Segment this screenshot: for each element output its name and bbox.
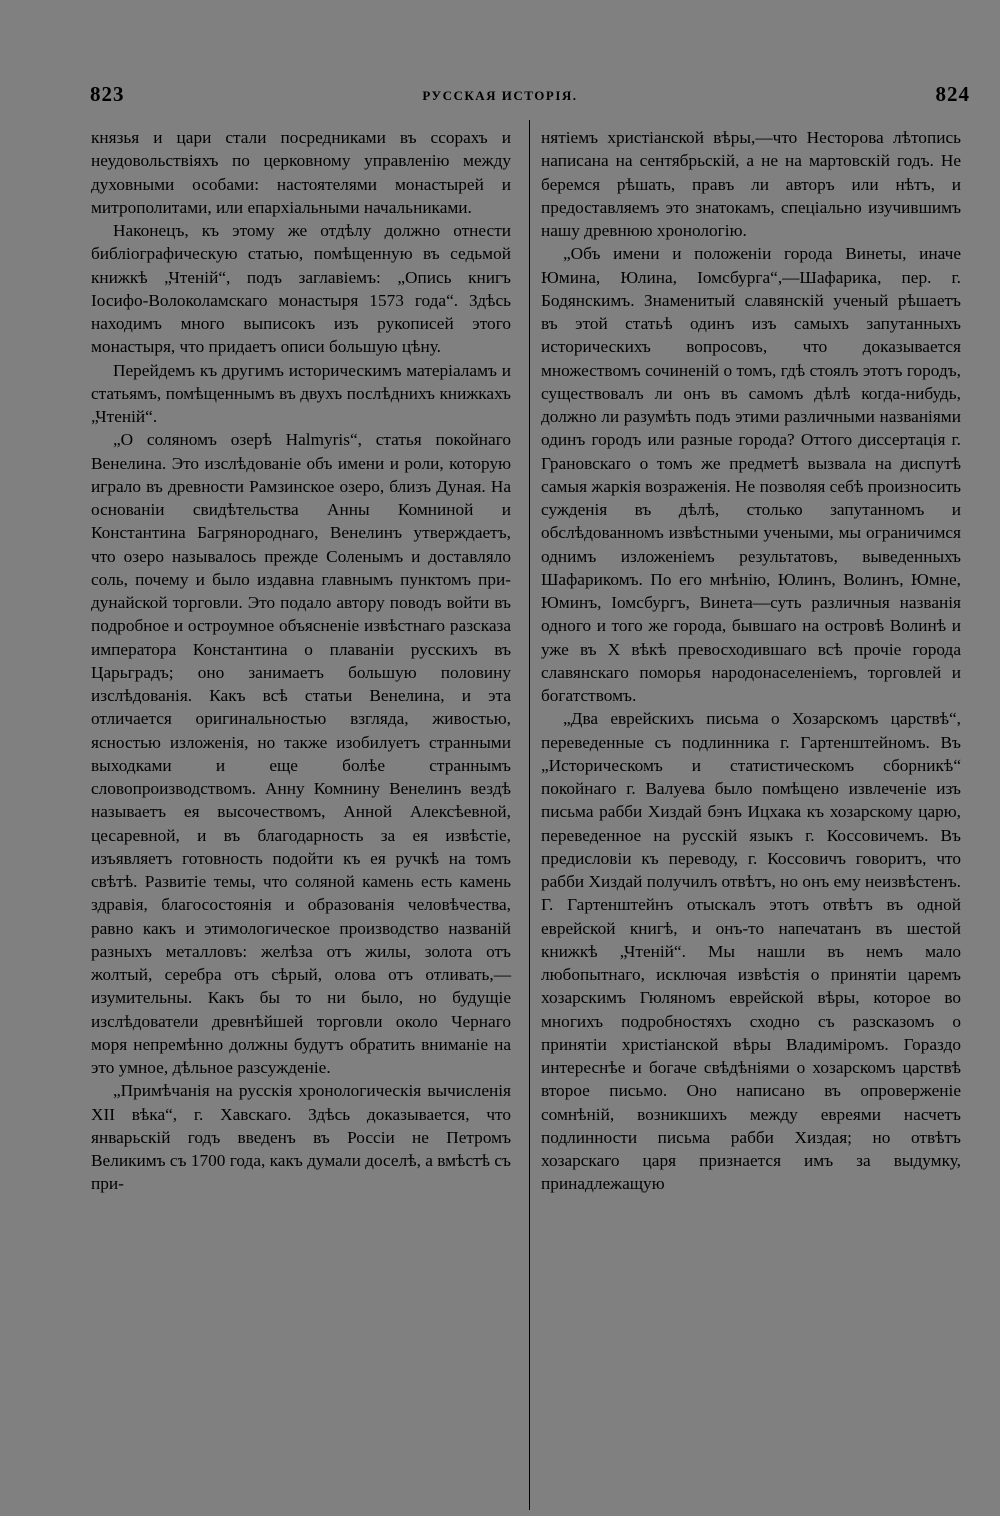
right-column: [541, 126, 961, 1196]
page-number-right: 824: [935, 82, 970, 106]
paragraph: князья и цари стали посредниками въ ссорахъ и неудовольствіяхъ по церковному управленію между духовными особами: настоятелями монастырей и митрополитами, или епархіальными начальниками.: [91, 128, 511, 217]
paragraph: Наконецъ, къ этому же отдѣлу должно отнести библіографическую статью, помѣщенную въ седьмой книжкѣ „Чтеній“, подъ заглавіемъ: „Опись книгъ Іосифо-Волоколамскаго монастыря 1573 года“. Здѣсь находимъ много выписокъ изъ рукописей этого монастыря, что придаетъ описи большую цѣну.: [91, 221, 511, 357]
paragraph: „Объ имени и положеніи города Винеты, иначе Юмина, Юлина, Іомсбурга“,—Шафарика, пер. г. Бодянскимъ. Знаменитый славянскій ученый рѣшаетъ въ этой статьѣ одинъ изъ самыхъ запутанныхъ историческихъ вопросовъ, что доказывается множествомъ сочиненій о томъ, гдѣ стоялъ этотъ городъ, существовалъ ли онъ въ самомъ дѣлѣ когда-нибудь, должно ли разумѣть подъ этими различными названіями одинъ городъ или разные города? Оттого диссертація г. Грановскаго о томъ же предметѣ вызвала на диспутѣ самыя жаркія возраженія. Не позволяя себѣ произносить сужденія въ дѣлѣ, столько запутанномъ и обслѣдованномъ извѣстными учеными, мы ограничимся однимъ изложеніемъ результатовъ, выведенныхъ Шафарикомъ. По его мнѣнію, Юлинъ, Волинъ, Юмне, Юминъ, Іомсбургъ, Винета—суть различныя названія одного и того же города, бывшаго на островѣ Волинѣ и уже въ X вѣкѣ превосходившаго всѣ прочіе города славянскаго поморья народонаселеніемъ, торговлей и богатствомъ.: [541, 244, 961, 705]
paragraph: нятіемъ христіанской вѣры,—что Несторова лѣтопись написана на сентябрьскій, а не на мартовскій годъ. Не беремся рѣшать, правъ ли авторъ или нѣтъ, и предоставляемъ это знатокамъ, спеціально изучившимъ нашу древнюю хронологію.: [541, 128, 961, 240]
page-number-left: 823: [90, 82, 125, 106]
paragraph: „Два еврейскихъ письма о Хозарскомъ царствѣ“, переведенные съ подлинника г. Гартенштейномъ. Въ „Историческомъ и статистическомъ сборникѣ“ покойнаго г. Валуева было помѣщено извлеченіе изъ письма рабби Хиздай бэнъ Ицхака къ хозарскому царю, переведенное на русскій языкъ г. Коссовичемъ. Въ предисловіи къ переводу, г. Коссовичъ говоритъ, что рабби Хиздай получилъ отвѣтъ, но онъ ему неизвѣстенъ. Г. Гартенштейнъ отыскалъ этотъ отвѣтъ въ одной еврейской книгѣ, и онъ-то напечатанъ въ шестой книжкѣ „Чтеній“. Мы нашли въ немъ мало любопытнаго, исключая извѣстія о принятіи царемъ хозарскимъ Гюляномъ еврейской вѣры, которое во многихъ подробностяхъ сходно съ разсказомъ о принятіи христіанской вѣры Владиміромъ. Гораздо интереснѣе и богаче свѣдѣніями о хозарскомъ царствѣ второе письмо. Оно написано въ опроверженіе сомнѣній, возникшихъ между евреями насчетъ подлинности письма рабби Хиздая; но отвѣтъ хозарскаго царя признается имъ за выдумку, принадлежащую: [541, 709, 961, 1194]
paragraph: „О соляномъ озерѣ Halmyris“, статья покойнаго Венелина. Это изслѣдованіе объ имени и роли, которую играло въ древности Рамзинское озеро, близъ Дуная. На основаніи свидѣтельства Анны Комниной и Константина Багрянороднаго, Венелинъ утверждаетъ, что озеро называлось прежде Соленымъ и доставляло соль, почему и было издавна главнымъ пунктомъ при-дунайской торговли. Это подало автору поводъ войти въ подробное и остроумное объясненіе извѣстнаго разсказа императора Константина о плаваніи русскихъ въ Царьградъ; оно занимаетъ большую половину изслѣдованія. Какъ всѣ статьи Венелина, и эта отличается оригинальностью взгляда, живостью, ясностью изложенія, но также изобилуетъ странными выходками и еще болѣе страннымъ словопроизводствомъ. Анну Комнину Венелинъ вездѣ называетъ ея высочествомъ, Анной Алексѣевной, цесаревной, и въ благодарность за ея извѣстіе, изъявляетъ готовность подойти къ ея ручкѣ на томъ свѣтѣ. Развитіе темы, что соляной камень есть камень здравія, благосостоянія и образованія человѣчества, равно какъ и этимологическое производство названій разныхъ металловъ: желѣза отъ жилы, золота отъ жолтый, серебра отъ сѣрый, олова отъ отливать,—изумительны. Какъ бы то ни было, но будущіе изслѣдователи древнѣйшей торговли около Чернаго моря непремѣнно должны будутъ обратить вниманіе на это умное, дѣльное разсужденіе.: [91, 430, 511, 1077]
running-title: РУССКАЯ ИСТОРІЯ.: [422, 88, 578, 103]
paragraph: „Примѣчанія на русскія хронологическія вычисленія XII вѣка“, г. Хавскаго. Здѣсь доказывается, что январьскій годъ введенъ въ Россіи не Петромъ Великимъ съ 1700 года, какъ думали доселѣ, а вмѣстѣ съ при-: [91, 1081, 511, 1194]
paragraph: Перейдемъ къ другимъ историческимъ матеріаламъ и статьямъ, помѣщеннымъ въ двухъ послѣднихъ книжкахъ „Чтеній“.: [91, 360, 511, 426]
column-divider: [529, 120, 530, 1510]
left-column: [91, 126, 511, 1196]
